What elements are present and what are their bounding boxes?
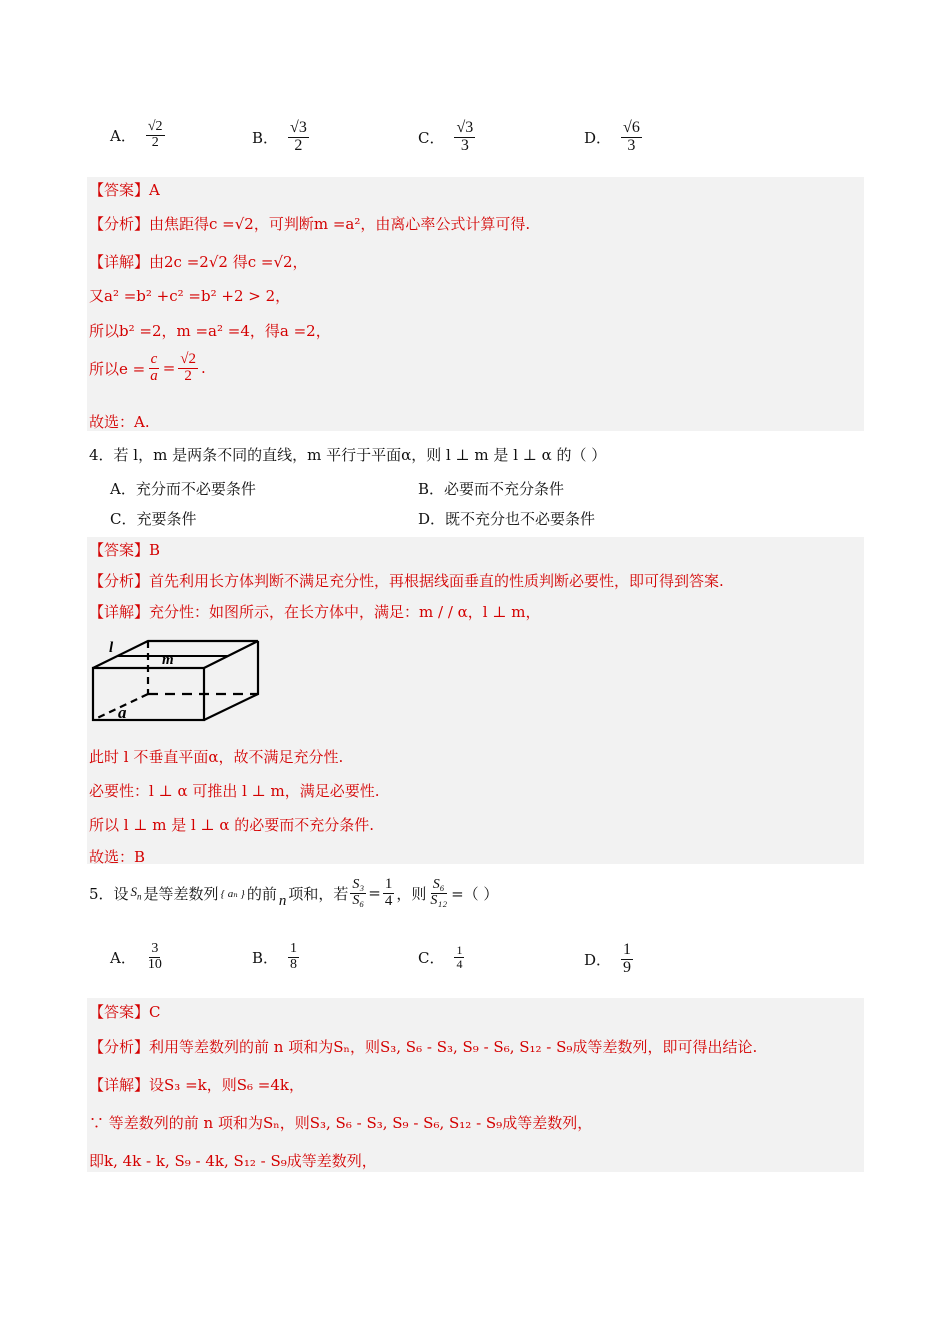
fraction-c-over-a: $\frac{c}{a}$ [150,351,158,384]
fraction-root2-over-2: $\frac{√2}{2}$ [180,351,197,384]
cuboid-top-face [93,641,258,668]
q5-option-b: B． $\frac{1}{8}$ [252,941,298,972]
option-fraction: $\frac{1}{8}$ [290,941,298,972]
q4-stem: 4．若 l，m 是两条不同的直线，m 平行于平面α，则 l ⊥ m 是 l ⊥ α 的（ ） [89,446,607,464]
option-fraction: $\frac{√3}{2}$ [290,119,307,154]
q5-answer: 【答案】C [89,1003,161,1021]
q3-option-c [418,120,475,155]
cuboid-figure [88,636,263,728]
option-fraction: $\frac{1}{4}$ [456,943,463,971]
q3-option-d [584,120,642,155]
q4-answer: 【答案】B [89,541,161,559]
q4-detail-line1: 【详解】充分性：如图所示，在长方体中，满足：m / / α，l ⊥ m， [89,603,541,621]
q3-option-a [110,120,165,150]
cuboid-right-face [204,641,258,720]
fraction-s3-over-s6: $\frac{\text{S₃}}{\text{S₆}}$ [352,877,365,908]
figure-label-m: m [162,652,174,668]
q4-option-a: A．充分而不必要条件 [110,480,256,498]
option-letter: A． [110,126,136,145]
option-fraction: $\frac{3}{10}$ [147,941,162,972]
q3-detail-line4: 所以e = $\frac{c}{a}$ = $\frac{√2}{2}$ . [89,351,206,384]
figure-label-l: l [109,640,114,656]
q4-option-c: C．充要条件 [110,510,197,528]
q5-stem: 5．设 $S_n$ 是等差数列 { aₙ } 的前 n 项和，若 $\frac{\text{S₃}}{\text{S₆}}$ = $\frac{1}{4}$ ，则 $\frac{\text{S₆}}{\text{S₁₂}}$ =（ ） [89,876,499,909]
option-letter: B． [252,128,279,147]
q5-detail-line1: 【详解】设S₃ =k，则S₆ =4k， [89,1076,304,1094]
option-fraction: $\frac{√2}{2}$ [147,119,163,150]
q5-option-c: C． $\frac{1}{4}$ [418,943,463,971]
q4-option-d: D．既不充分也不必要条件 [418,510,596,528]
q3-detail-line1: 【详解】由2c =2√2 得c =√2， [89,253,308,271]
q3-detail-line5: 故选：A. [89,413,150,431]
q3-answer: 【答案】A [89,181,160,199]
q3-analysis: 【分析】由焦距得c =√2，可判断m =a²，由离心率公式计算可得. [89,215,531,233]
q5-analysis: 【分析】利用等差数列的前 n 项和为Sₙ，则S₃, S₆ - S₃, S₉ - S₆, S₁₂ - S₉成等差数列，即可得出结论. [89,1038,758,1056]
q4-detail-line3: 必要性：l ⊥ α 可推出 l ⊥ m，满足必要性. [89,782,380,800]
q4-analysis: 【分析】首先利用长方体判断不满足充分性，再根据线面垂直的性质判断必要性，即可得到答案. [89,572,724,590]
q4-detail-line2: 此时 l 不垂直平面α，故不满足充分性. [89,748,344,766]
option-fraction: $\frac{√6}{3}$ [623,119,640,154]
q3-option-b [252,120,309,155]
q5-detail-line3: 即k, 4k - k, S₉ - 4k, S₁₂ - S₉成等差数列， [89,1152,377,1170]
q4-option-b: B．必要而不充分条件 [418,480,565,498]
option-letter: D． [584,128,612,147]
q4-detail-line5: 故选：B [89,848,146,866]
figure-label-a: a [118,703,127,722]
q5-detail-line2: ∵ 等差数列的前 n 项和为Sₙ，则S₃, S₆ - S₃, S₉ - S₆, S₁₂ - S₉成等差数列， [89,1114,593,1132]
option-fraction: $\frac{√3}{3}$ [456,119,474,154]
q5-option-a: A． $\frac{3}{10}$ [110,941,162,972]
fraction-s6-over-s12: $\frac{\text{S₆}}{\text{S₁₂}}$ [430,877,448,908]
fraction-one-quarter: $\frac{1}{4}$ [384,876,393,909]
q3-detail-line2: 又a² =b² +c² =b² +2 > 2， [89,287,291,305]
option-fraction: $\frac{1}{9}$ [623,941,632,976]
option-letter: C． [418,128,445,147]
q5-option-d: D． $\frac{1}{9}$ [584,941,632,976]
q3-detail-line3: 所以b² =2，m =a² =4，得a =2， [89,322,331,340]
q4-detail-line4: 所以 l ⊥ m 是 l ⊥ α 的必要而不充分条件. [89,816,375,834]
